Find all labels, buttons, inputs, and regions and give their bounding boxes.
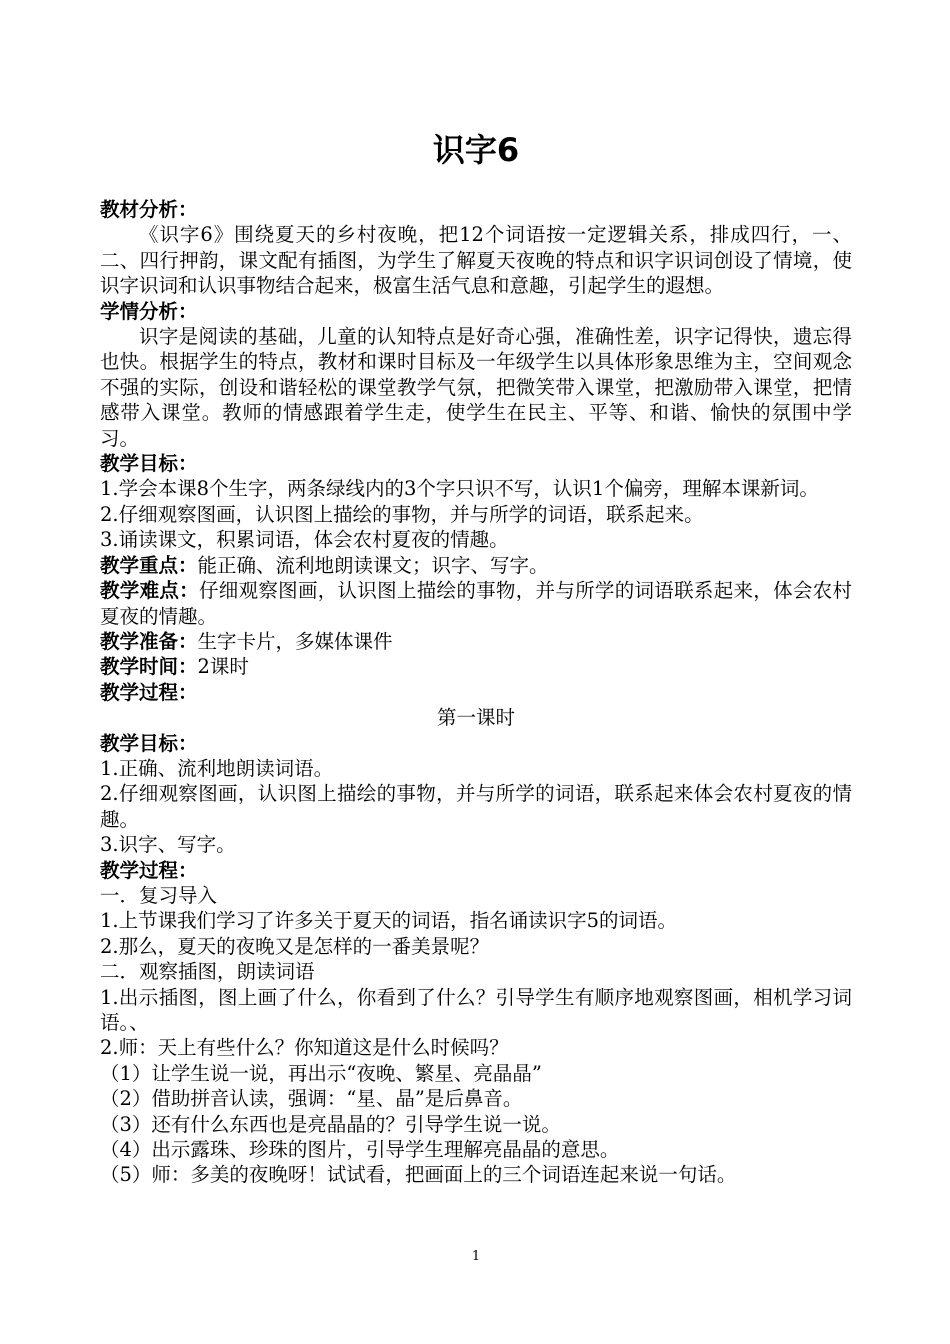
process-line: （4）出示露珠、珍珠的图片，引导学生理解亮晶晶的意思。 (100, 1138, 620, 1162)
process-line: （5）师：多美的夜晚呀！试试看，把画面上的三个词语连起来说一句话。 (100, 1163, 737, 1187)
preparation-heading: 教学准备： (100, 629, 198, 653)
key-points-text: 能正确、流利地朗读课文；识字、写字。 (197, 553, 549, 577)
lesson-heading: 第一课时 (436, 706, 515, 730)
process-line: 1.上节课我们学习了许多关于夏天的词语，指名诵读识字5的词语。 (100, 909, 678, 933)
goal-item: 1.学会本课8个生字，两条绿线内的3个字只识不写，认识1个偏旁，理解本课新词。 (100, 477, 819, 501)
preparation-line (100, 629, 852, 654)
difficulties-line (100, 578, 852, 629)
section-heading-goals: 教学目标： (100, 452, 198, 476)
paragraph-material: 《识字6》围绕夏天的乡村夜晚，把12个词语按一定逻辑关系，排成四行，一、二、四行押韵，课文配有插图，为学生了解夏天夜晚的特点和识字识词创设了情境，使识字识词和认识事物结合起来，极富生活气息和意趣，引起学生的遐想。 (100, 223, 852, 298)
section-heading-material: 教材分析： (100, 198, 198, 221)
lesson-process-heading: 教学过程： (100, 858, 198, 882)
process-line: 2.师：天上有些什么？你知道这是什么时候吗？ (100, 1036, 509, 1060)
section-heading-students: 学情分析： (100, 299, 198, 323)
page-number: 1 (471, 1249, 481, 1264)
process-line: （3）还有什么东西也是亮晶晶的？引导学生说一说。 (100, 1112, 561, 1136)
lesson-goals-heading: 教学目标： (100, 731, 198, 755)
difficulties-text: 仔细观察图画，认识图上描绘的事物，并与所学的词语联系起来，体会农村夏夜的情趣。 (100, 579, 852, 628)
time-text: 2课时 (197, 655, 249, 679)
document-title: 识字6 (432, 131, 520, 169)
process-line: 二．观察插图，朗读词语 (100, 960, 315, 984)
process-line: （2）借助拼音认读，强调：“星、晶”是后鼻音。 (100, 1087, 523, 1111)
lesson-goal-item: 2.仔细观察图画，认识图上描绘的事物，并与所学的词语，联系起来体会农村夏夜的情趣。 (100, 782, 852, 831)
paragraph-students: 识字是阅读的基础，儿童的认知特点是好奇心强，准确性差，识字记得快，遗忘得也快。根据学生的特点，教材和课时目标及一年级学生以具体形象思维为主，空间观念不强的实际，创设和谐轻松的课堂教学气氛，把微笑带入课堂，把激励带入课堂，把情感带入课堂。教师的情感跟着学生走，使学生在民主、平等、和谐、愉快的氛围中学习。 (100, 325, 852, 450)
process-line: 1.出示插图，图上画了什么，你看到了什么？引导学生有顺序地观察图画，相机学习词语。、 (100, 985, 852, 1034)
process-line: 2.那么，夏天的夜晚又是怎样的一番美景呢？ (100, 934, 490, 958)
preparation-text: 生字卡片，多媒体课件 (197, 629, 393, 653)
process-line: 一．复习导入 (100, 883, 218, 907)
process-line: （1）让学生说一说，再出示“夜晚、繁星、亮晶晶” (100, 1061, 542, 1085)
lesson-goal-item: 1.正确、流利地朗读词语。 (100, 756, 334, 780)
key-points-heading: 教学重点： (100, 553, 198, 577)
goal-item: 3.诵读课文，积累词语，体会农村夏夜的情趣。 (100, 528, 509, 552)
time-line (100, 654, 852, 679)
document-body (100, 197, 852, 1188)
key-points-line (100, 553, 852, 578)
goal-item: 2.仔细观察图画，认识图上描绘的事物，并与所学的词语，联系起来。 (100, 502, 704, 526)
section-heading-process: 教学过程： (100, 680, 198, 704)
document-page (100, 0, 852, 1344)
lesson-goal-item: 3.识字、写字。 (100, 833, 236, 857)
difficulties-heading: 教学难点： (100, 579, 199, 603)
time-heading: 教学时间： (100, 655, 198, 679)
